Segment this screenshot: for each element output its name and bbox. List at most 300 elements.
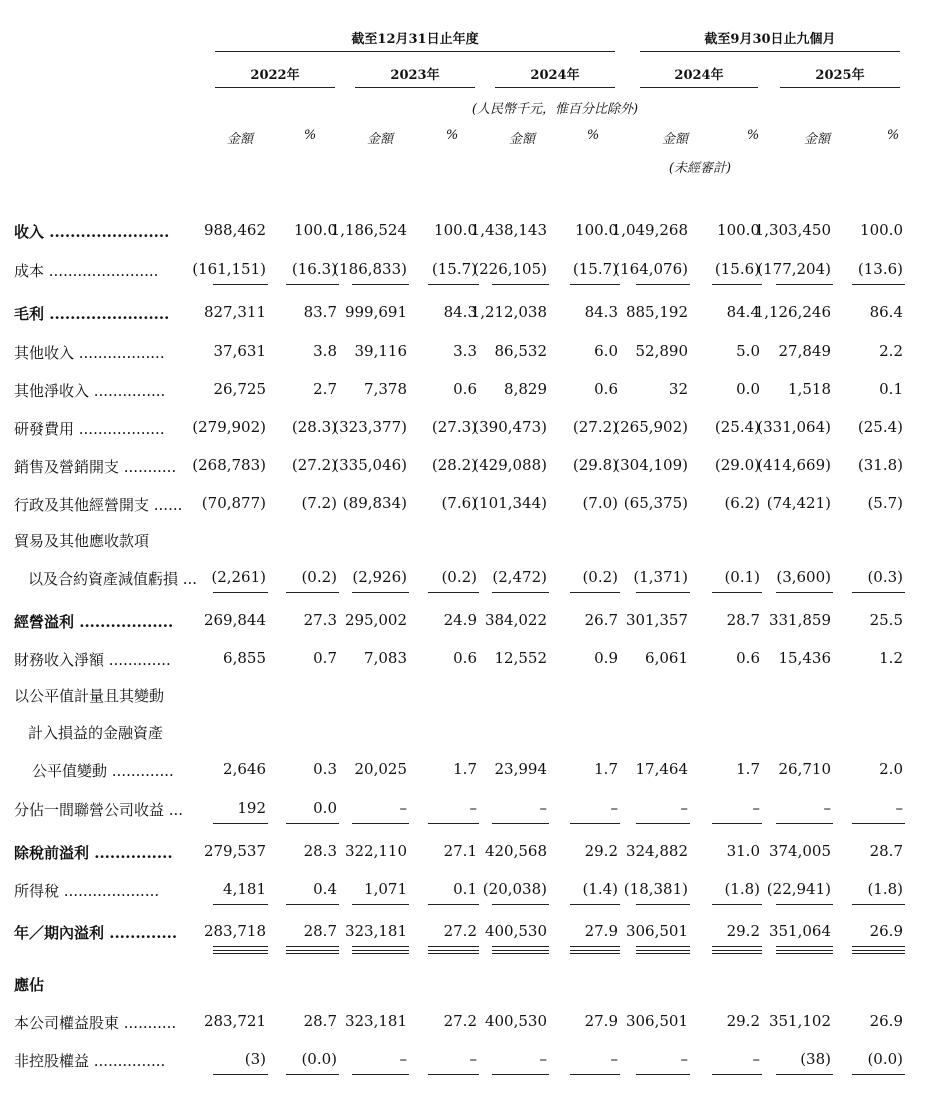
row-label: 行政及其他經營開支 ...... bbox=[14, 496, 183, 514]
header-group-nine-months: 截至9月30日止九個月 bbox=[704, 32, 836, 47]
table-cell: (1.8) bbox=[867, 880, 903, 898]
cell-underline bbox=[286, 953, 339, 954]
year-2023: 2023年 bbox=[390, 68, 440, 83]
table-cell: (70,877) bbox=[201, 494, 266, 512]
table-cell: 384,022 bbox=[484, 611, 547, 629]
table-cell: 322,110 bbox=[344, 842, 407, 860]
table-cell: (2,261) bbox=[211, 568, 266, 586]
table-cell: 32 bbox=[668, 380, 688, 398]
table-cell: 1.7 bbox=[736, 760, 760, 778]
cell-underline bbox=[428, 592, 479, 593]
table-cell: 7,378 bbox=[364, 380, 407, 398]
cell-underline bbox=[570, 953, 620, 954]
table-cell: 1,126,246 bbox=[754, 303, 831, 321]
table-cell: (15.7) bbox=[431, 260, 477, 278]
cell-underline bbox=[286, 823, 339, 824]
table-cell: 3.3 bbox=[453, 342, 477, 360]
table-cell: 28.7 bbox=[303, 1012, 337, 1030]
table-cell: 29.2 bbox=[584, 842, 618, 860]
cell-underline bbox=[636, 946, 690, 947]
table-cell: (323,377) bbox=[333, 418, 407, 436]
table-cell: (1.4) bbox=[582, 880, 618, 898]
cell-underline bbox=[636, 823, 690, 824]
row-label: 以及合約資產減值虧損 ... bbox=[28, 570, 198, 588]
cell-underline bbox=[286, 592, 339, 593]
table-cell: 5.0 bbox=[736, 342, 760, 360]
row-label: 所得稅 .................... bbox=[14, 882, 160, 900]
cell-underline bbox=[213, 823, 268, 824]
table-cell: 885,192 bbox=[625, 303, 688, 321]
cell-underline bbox=[570, 950, 620, 951]
table-cell: 26.9 bbox=[869, 1012, 903, 1030]
cell-underline bbox=[570, 284, 620, 285]
year-2024: 2024年 bbox=[530, 68, 580, 83]
table-cell: (29.0) bbox=[714, 456, 760, 474]
row-label: 毛利 ....................... bbox=[14, 305, 170, 323]
cell-underline bbox=[428, 950, 479, 951]
table-cell: 27.1 bbox=[443, 842, 477, 860]
cell-underline bbox=[213, 904, 268, 905]
row-label: 年／期內溢利 ............. bbox=[14, 924, 178, 942]
cell-underline bbox=[352, 1074, 409, 1075]
table-cell: 27.2 bbox=[443, 1012, 477, 1030]
cell-underline bbox=[213, 953, 268, 954]
table-cell: 37,631 bbox=[213, 342, 266, 360]
year-2022: 2022年 bbox=[250, 68, 300, 83]
row-label: 其他收入 .................. bbox=[14, 344, 165, 362]
table-cell: (38) bbox=[800, 1050, 831, 1068]
table-cell: – bbox=[610, 1050, 618, 1068]
cell-underline bbox=[352, 284, 409, 285]
table-cell: 24.9 bbox=[443, 611, 477, 629]
table-cell: (186,833) bbox=[333, 260, 407, 278]
table-cell: (89,834) bbox=[342, 494, 407, 512]
table-cell: (177,204) bbox=[757, 260, 831, 278]
table-cell: (390,473) bbox=[473, 418, 547, 436]
table-cell: 0.4 bbox=[313, 880, 337, 898]
table-cell: 192 bbox=[237, 799, 266, 817]
table-cell: 0.6 bbox=[453, 380, 477, 398]
table-cell: 331,859 bbox=[768, 611, 831, 629]
cell-underline bbox=[852, 953, 905, 954]
table-cell: (2,926) bbox=[352, 568, 407, 586]
cell-underline bbox=[712, 953, 762, 954]
table-cell: – bbox=[610, 799, 618, 817]
table-cell: 999,691 bbox=[344, 303, 407, 321]
table-cell: 0.7 bbox=[313, 649, 337, 667]
table-cell: 283,718 bbox=[203, 922, 266, 940]
cell-underline bbox=[213, 592, 268, 593]
cell-underline bbox=[352, 592, 409, 593]
cell-underline bbox=[570, 1074, 620, 1075]
table-cell: – bbox=[680, 799, 688, 817]
table-cell: 269,844 bbox=[203, 611, 266, 629]
table-cell: 86,532 bbox=[494, 342, 547, 360]
table-cell: 52,890 bbox=[635, 342, 688, 360]
cell-underline bbox=[636, 904, 690, 905]
table-cell: 26,710 bbox=[778, 760, 831, 778]
cell-underline bbox=[570, 592, 620, 593]
table-cell: 8,829 bbox=[504, 380, 547, 398]
cell-underline bbox=[352, 953, 409, 954]
row-label: 財務收入淨額 ............. bbox=[14, 651, 171, 669]
table-cell: 28.7 bbox=[303, 922, 337, 940]
table-cell: 0.9 bbox=[594, 649, 618, 667]
cell-underline bbox=[570, 946, 620, 947]
year-2025-nine: 2025年 bbox=[815, 68, 865, 83]
table-cell: 0.0 bbox=[736, 380, 760, 398]
table-cell: 6,061 bbox=[645, 649, 688, 667]
table-cell: (0.2) bbox=[582, 568, 618, 586]
cell-underline bbox=[712, 284, 762, 285]
table-cell: 27.2 bbox=[443, 922, 477, 940]
table-cell: 0.3 bbox=[313, 760, 337, 778]
table-cell: (28.2) bbox=[431, 456, 477, 474]
table-cell: 301,357 bbox=[625, 611, 688, 629]
cell-underline bbox=[852, 284, 905, 285]
cell-underline bbox=[352, 950, 409, 951]
table-cell: (2,472) bbox=[492, 568, 547, 586]
table-cell: (101,344) bbox=[473, 494, 547, 512]
row-label: 除稅前溢利 ............... bbox=[14, 844, 173, 862]
table-cell: 2.0 bbox=[879, 760, 903, 778]
table-cell: 25.5 bbox=[869, 611, 903, 629]
col-pct-1: % bbox=[303, 128, 317, 143]
row-label: 收入 ....................... bbox=[14, 223, 170, 241]
col-pct-2: % bbox=[445, 128, 459, 143]
cell-underline bbox=[776, 592, 833, 593]
table-cell: 27.3 bbox=[303, 611, 337, 629]
cell-underline bbox=[352, 946, 409, 947]
table-cell: 283,721 bbox=[203, 1012, 266, 1030]
table-cell: 351,102 bbox=[768, 1012, 831, 1030]
table-cell: (7.6) bbox=[441, 494, 477, 512]
table-cell: (429,088) bbox=[473, 456, 547, 474]
row-label: 本公司權益股東 ........... bbox=[14, 1014, 177, 1032]
header-group-annual: 截至12月31日止年度 bbox=[351, 32, 479, 47]
cell-underline bbox=[352, 904, 409, 905]
cell-underline bbox=[636, 284, 690, 285]
table-cell: 420,568 bbox=[484, 842, 547, 860]
table-cell: 0.6 bbox=[453, 649, 477, 667]
table-cell: 1,071 bbox=[364, 880, 407, 898]
table-cell: – bbox=[895, 799, 903, 817]
col-amount-2: 金額 bbox=[366, 132, 393, 147]
cell-underline bbox=[852, 1074, 905, 1075]
cell-underline bbox=[776, 1074, 833, 1075]
cell-underline bbox=[428, 904, 479, 905]
table-cell: (335,046) bbox=[333, 456, 407, 474]
cell-underline bbox=[492, 592, 549, 593]
cell-underline bbox=[712, 946, 762, 947]
row-label: 銷售及營銷開支 ........... bbox=[14, 458, 177, 476]
table-cell: 295,002 bbox=[344, 611, 407, 629]
cell-underline bbox=[286, 950, 339, 951]
table-cell: 1,303,450 bbox=[754, 221, 831, 239]
cell-underline bbox=[712, 950, 762, 951]
cell-underline bbox=[776, 946, 833, 947]
cell-underline bbox=[492, 823, 549, 824]
table-cell: 1.7 bbox=[453, 760, 477, 778]
table-cell: 100.0 bbox=[434, 221, 477, 239]
table-cell: (0.1) bbox=[724, 568, 760, 586]
table-cell: (7.0) bbox=[582, 494, 618, 512]
table-cell: 1.2 bbox=[879, 649, 903, 667]
table-cell: (16.3) bbox=[291, 260, 337, 278]
table-cell: 84.4 bbox=[726, 303, 760, 321]
row-label: 應佔 bbox=[14, 976, 45, 994]
table-cell: 0.1 bbox=[453, 880, 477, 898]
cell-underline bbox=[492, 284, 549, 285]
table-cell: (22,941) bbox=[766, 880, 831, 898]
table-cell: 400,530 bbox=[484, 1012, 547, 1030]
table-cell: – bbox=[399, 799, 407, 817]
table-cell: (15.7) bbox=[572, 260, 618, 278]
row-label: 其他淨收入 ............... bbox=[14, 382, 166, 400]
table-cell: 28.3 bbox=[303, 842, 337, 860]
table-cell: 84.3 bbox=[584, 303, 618, 321]
table-cell: (226,105) bbox=[473, 260, 547, 278]
table-cell: (27.3) bbox=[431, 418, 477, 436]
table-cell: (7.2) bbox=[301, 494, 337, 512]
table-cell: 29.2 bbox=[726, 1012, 760, 1030]
table-cell: 6.0 bbox=[594, 342, 618, 360]
row-label: 分佔一間聯營公司收益 ... bbox=[14, 801, 184, 819]
table-cell: 86.4 bbox=[869, 303, 903, 321]
row-label: 計入損益的金融資產 bbox=[28, 724, 164, 742]
cell-underline bbox=[213, 950, 268, 951]
table-cell: (27.2) bbox=[572, 418, 618, 436]
cell-underline bbox=[492, 953, 549, 954]
table-cell: – bbox=[539, 799, 547, 817]
row-label: 貿易及其他應收款項 bbox=[14, 532, 150, 550]
cell-underline bbox=[712, 823, 762, 824]
table-cell: (25.4) bbox=[857, 418, 903, 436]
cell-underline bbox=[636, 592, 690, 593]
table-cell: 323,181 bbox=[344, 1012, 407, 1030]
cell-underline bbox=[776, 953, 833, 954]
table-cell: 0.0 bbox=[313, 799, 337, 817]
table-cell: 374,005 bbox=[768, 842, 831, 860]
table-cell: 4,181 bbox=[223, 880, 266, 898]
table-cell: (3,600) bbox=[776, 568, 831, 586]
cell-underline bbox=[428, 284, 479, 285]
table-cell: 351,064 bbox=[768, 922, 831, 940]
table-cell: 0.1 bbox=[879, 380, 903, 398]
table-cell: 0.6 bbox=[594, 380, 618, 398]
table-cell: (279,902) bbox=[192, 418, 266, 436]
table-cell: – bbox=[469, 1050, 477, 1068]
table-cell: (268,783) bbox=[192, 456, 266, 474]
table-cell: 988,462 bbox=[203, 221, 266, 239]
table-cell: 323,181 bbox=[344, 922, 407, 940]
col-amount-3: 金額 bbox=[508, 132, 535, 147]
unaudited-note: (未經審計) bbox=[668, 161, 732, 176]
cell-underline bbox=[286, 946, 339, 947]
table-cell: (265,902) bbox=[614, 418, 688, 436]
table-cell: (20,038) bbox=[482, 880, 547, 898]
cell-underline bbox=[636, 1074, 690, 1075]
table-cell: 6,855 bbox=[223, 649, 266, 667]
cell-underline bbox=[286, 284, 339, 285]
row-label: 非控股權益 ............... bbox=[14, 1052, 166, 1070]
cell-underline bbox=[852, 904, 905, 905]
table-cell: 1,186,524 bbox=[330, 221, 407, 239]
table-cell: 17,464 bbox=[635, 760, 688, 778]
table-cell: 28.7 bbox=[869, 842, 903, 860]
table-cell: (414,669) bbox=[757, 456, 831, 474]
currency-note: (人民幣千元，惟百分比除外) bbox=[471, 102, 639, 117]
table-cell: 29.2 bbox=[726, 922, 760, 940]
col-amount-1: 金額 bbox=[226, 132, 253, 147]
table-cell: 827,311 bbox=[203, 303, 266, 321]
table-cell: 1,049,268 bbox=[611, 221, 688, 239]
cell-underline bbox=[776, 950, 833, 951]
table-cell: 27.9 bbox=[584, 922, 618, 940]
row-label: 研發費用 .................. bbox=[14, 420, 165, 438]
table-cell: 100.0 bbox=[717, 221, 760, 239]
table-cell: 7,083 bbox=[364, 649, 407, 667]
table-cell: (25.4) bbox=[714, 418, 760, 436]
table-cell: (65,375) bbox=[623, 494, 688, 512]
table-cell: 83.7 bbox=[303, 303, 337, 321]
cell-underline bbox=[428, 953, 479, 954]
table-cell: (0.2) bbox=[441, 568, 477, 586]
cell-underline bbox=[352, 823, 409, 824]
table-cell: 324,882 bbox=[625, 842, 688, 860]
table-cell: 20,025 bbox=[354, 760, 407, 778]
table-cell: 39,116 bbox=[354, 342, 407, 360]
table-cell: (0.0) bbox=[867, 1050, 903, 1068]
cell-underline bbox=[776, 904, 833, 905]
table-cell: (27.2) bbox=[291, 456, 337, 474]
table-cell: – bbox=[539, 1050, 547, 1068]
cell-underline bbox=[852, 950, 905, 951]
cell-underline bbox=[492, 1074, 549, 1075]
table-cell: (28.3) bbox=[291, 418, 337, 436]
table-cell: (1.8) bbox=[724, 880, 760, 898]
table-cell: (18,381) bbox=[623, 880, 688, 898]
table-cell: (331,064) bbox=[757, 418, 831, 436]
col-amount-5: 金額 bbox=[803, 132, 830, 147]
table-cell: 100.0 bbox=[294, 221, 337, 239]
table-cell: (13.6) bbox=[857, 260, 903, 278]
table-cell: – bbox=[399, 1050, 407, 1068]
cell-underline bbox=[492, 950, 549, 951]
table-cell: 1,438,143 bbox=[470, 221, 547, 239]
table-cell: – bbox=[680, 1050, 688, 1068]
table-cell: (161,151) bbox=[192, 260, 266, 278]
table-cell: 15,436 bbox=[778, 649, 831, 667]
table-cell: (15.6) bbox=[714, 260, 760, 278]
cell-underline bbox=[492, 946, 549, 947]
table-cell: 31.0 bbox=[726, 842, 760, 860]
table-cell: 306,501 bbox=[625, 1012, 688, 1030]
cell-underline bbox=[570, 904, 620, 905]
table-cell: 27,849 bbox=[778, 342, 831, 360]
cell-underline bbox=[570, 823, 620, 824]
table-cell: 84.3 bbox=[443, 303, 477, 321]
table-cell: – bbox=[469, 799, 477, 817]
row-label: 經營溢利 .................. bbox=[14, 613, 174, 631]
col-pct-3: % bbox=[586, 128, 600, 143]
table-cell: (31.8) bbox=[857, 456, 903, 474]
table-cell: (0.2) bbox=[301, 568, 337, 586]
table-cell: 279,537 bbox=[203, 842, 266, 860]
table-cell: (1,371) bbox=[633, 568, 688, 586]
table-cell: 26.9 bbox=[869, 922, 903, 940]
col-amount-4: 金額 bbox=[661, 132, 688, 147]
row-label: 公平值變動 ............. bbox=[32, 762, 174, 780]
table-cell: (304,109) bbox=[614, 456, 688, 474]
cell-underline bbox=[852, 592, 905, 593]
table-cell: 400,530 bbox=[484, 922, 547, 940]
table-cell: (0.3) bbox=[867, 568, 903, 586]
cell-underline bbox=[428, 946, 479, 947]
cell-underline bbox=[636, 953, 690, 954]
col-pct-5: % bbox=[886, 128, 900, 143]
table-cell: – bbox=[823, 799, 831, 817]
table-cell: – bbox=[752, 799, 760, 817]
table-cell: 1,212,038 bbox=[470, 303, 547, 321]
cell-underline bbox=[286, 904, 339, 905]
table-cell: 3.8 bbox=[313, 342, 337, 360]
table-cell: (6.2) bbox=[724, 494, 760, 512]
table-cell: – bbox=[752, 1050, 760, 1068]
table-cell: (164,076) bbox=[614, 260, 688, 278]
cell-underline bbox=[712, 592, 762, 593]
col-pct-4: % bbox=[746, 128, 760, 143]
table-cell: 2.7 bbox=[313, 380, 337, 398]
table-cell: 306,501 bbox=[625, 922, 688, 940]
cell-underline bbox=[852, 823, 905, 824]
table-cell: 26,725 bbox=[213, 380, 266, 398]
cell-underline bbox=[213, 946, 268, 947]
cell-underline bbox=[428, 823, 479, 824]
cell-underline bbox=[852, 946, 905, 947]
table-cell: 23,994 bbox=[494, 760, 547, 778]
table-cell: 2.2 bbox=[879, 342, 903, 360]
table-cell: 100.0 bbox=[575, 221, 618, 239]
cell-underline bbox=[492, 904, 549, 905]
table-cell: 28.7 bbox=[726, 611, 760, 629]
table-cell: (5.7) bbox=[867, 494, 903, 512]
table-cell: 27.9 bbox=[584, 1012, 618, 1030]
table-cell: 0.6 bbox=[736, 649, 760, 667]
table-cell: (3) bbox=[244, 1050, 266, 1068]
table-cell: (0.0) bbox=[301, 1050, 337, 1068]
table-cell: 2,646 bbox=[223, 760, 266, 778]
cell-underline bbox=[286, 1074, 339, 1075]
table-cell: (29.8) bbox=[572, 456, 618, 474]
table-cell: 26.7 bbox=[584, 611, 618, 629]
table-cell: (74,421) bbox=[766, 494, 831, 512]
row-label: 成本 ....................... bbox=[14, 262, 159, 280]
table-cell: 1,518 bbox=[788, 380, 831, 398]
cell-underline bbox=[712, 904, 762, 905]
table-cell: 100.0 bbox=[860, 221, 903, 239]
cell-underline bbox=[712, 1074, 762, 1075]
year-2024-nine: 2024年 bbox=[674, 68, 724, 83]
cell-underline bbox=[636, 950, 690, 951]
cell-underline bbox=[213, 284, 268, 285]
cell-underline bbox=[213, 1074, 268, 1075]
cell-underline bbox=[776, 823, 833, 824]
table-cell: 12,552 bbox=[494, 649, 547, 667]
cell-underline bbox=[428, 1074, 479, 1075]
row-label: 以公平值計量且其變動 bbox=[14, 687, 165, 705]
cell-underline bbox=[776, 284, 833, 285]
